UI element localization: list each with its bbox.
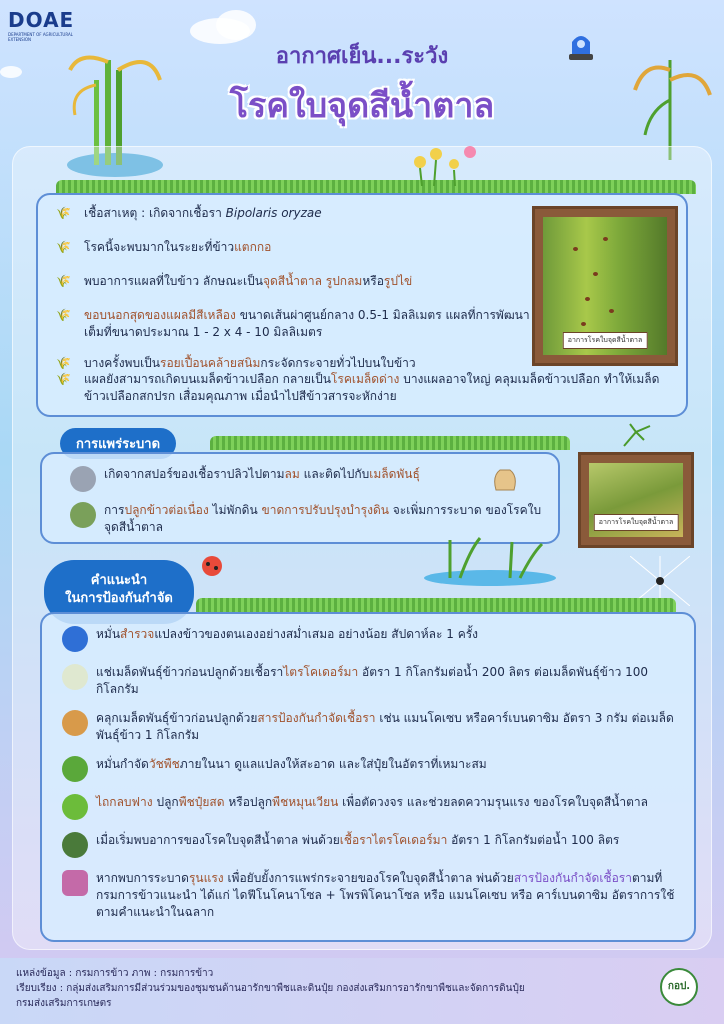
list-item: 🌾 บางครั้งพบเป็นรอยเปื้อนคล้ายสนิมกระจัดกระจายทั่วไปบนใบข้าว [56,355,536,375]
leaf-photo-image: อาการโรคใบจุดสีน้ำตาล [543,217,667,355]
doae-logo: DOAE DEPARTMENT OF AGRICULTURAL EXTENSION [8,8,75,42]
list-item: แช่เมล็ดพันธุ์ข้าวก่อนปลูกด้วยเชื้อราไตรโคเดอร์มา อัตรา 1 กิโลกรัมต่อน้ำ 200 ลิตร ต่อเมล็ดพันธุ์ข้าว 100 กิโลกรัม [62,664,682,698]
seed-soak-icon [62,664,88,690]
page-title: โรคใบจุดสีน้ำตาล [229,86,495,126]
list-item: หมั่นกำจัดวัชพืชภายในนา ดูแลแปลงให้สะอาด และใส่ปุ๋ยในอัตราที่เหมาะสม [62,756,682,782]
seed-sack-icon [490,462,520,492]
list-item: 🌾 โรคนี้จะพบมากในระยะที่ข้าวแตกกอ [56,239,536,259]
gop-badge-logo: กอป. [660,968,698,1006]
spread-heading: การแพร่ระบาด [60,428,176,459]
fungus-icon [62,832,88,858]
mantis-icon [620,420,654,450]
field-symptom-photo [578,452,694,548]
prevention-heading: คำแนะนำ ในการป้องกันกำจัด [44,560,194,624]
rice-sprout-icon: 🌾 [56,356,71,370]
grass-border [196,598,676,612]
siren-icon [566,28,596,62]
list-item: 🌾 พบอาการแผลที่ใบข้าว ลักษณะเป็นจุดสีน้ำตาล รูปกลมหรือรูปไข่ [56,273,536,293]
weed-icon [62,756,88,782]
list-item: หากพบการระบาดรุนแรง เพื่อยับยั้งการแพร่กระจายของโรคใบจุดสีน้ำตาล พ่นด้วยสารป้องกันกำจัดเชื้อราตามที่กรมการข้าวแนะนำ ได้แก่ ไดฟีโนโคนาโซล + โพรพิโคนาโซล หรือ แมนโคเซบ หรือ คาร์เบนดาซิม อัตราการใช้ตามคำแนะนำในฉลาก [62,870,682,921]
rice-sprout-icon: 🌾 [56,206,71,220]
magnifier-icon [62,626,88,652]
seed-pile-icon [62,710,88,736]
list-item: เมื่อเริ่มพบอาการของโรคใบจุดสีน้ำตาล พ่นด้วยเชื้อราไตรโคเดอร์มา อัตรา 1 กิโลกรัมต่อน้ำ 100 ลิตร [62,832,682,858]
ladybug-flower-icon [192,552,232,582]
footer: แหล่งข้อมูล : กรมการข้าว ภาพ : กรมการข้าว เรียบเรียง : กลุ่มส่งเสริมการมีส่วนร่วมของชุมชนด้านอารักขาพืชและดินปุ๋ย กองส่งเสริมการอารักขาพืชและจัดการดินปุ๋ย กรมส่งเสริมการเกษตร [0,958,724,1024]
list-item: 🌾 แผลยังสามารถเกิดบนเมล็ดข้าวเปลือก กลายเป็นโรคเมล็ดด่าง บางแผลอาจใหญ่ คลุมเมล็ดข้าวเปลือก ทำให้เมล็ดข้าวเปลือกสกปรก เสื่อมคุณภาพ เมื่อนำไปสีข้าวสารจะหักง่าย [56,372,660,403]
list-item: ไถกลบฟาง ปลูกพืชปุ๋ยสด หรือปลูกพืชหมุนเวียน เพื่อตัดวงจร และช่วยลดความรุนแรง ของโรคใบจุดสีน้ำตาล [62,794,682,820]
field-photo-image: อาการโรคใบจุดสีน้ำตาล [589,463,683,537]
rice-sprout-icon: 🌾 [56,274,71,288]
cloud-icon [216,10,256,40]
spray-bottle-icon [62,870,88,896]
plant-icon [62,794,88,820]
grass-border [210,436,570,450]
grass-border [56,180,696,194]
list-item: เกิดจากสปอร์ของเชื้อราปลิวไปตามลม และติดไปกับเมล็ดพันธุ์ [70,466,550,492]
list-item: 🌾 ขอบนอกสุดของแผลมีสีเหลือง ขนาดเส้นผ่าศูนย์กลาง 0.5-1 มิลลิเมตร แผลที่การพัฒนาเต็มที่ขนาดประมาณ 1 - 2 x 4 - 10 มิลลิเมตร [56,308,530,339]
wind-spore-icon [70,466,96,492]
page-subtitle: อากาศเย็น...ระวัง [275,44,449,69]
list-item: 🌾 เชื้อสาเหตุ : เกิดจากเชื้อรา Bipolaris oryzae [56,205,536,225]
leaf-symptom-photo [532,206,678,366]
list-item: คลุกเมล็ดพันธุ์ข้าวก่อนปลูกด้วยสารป้องกันกำจัดเชื้อรา เช่น แมนโคเซบ หรือคาร์เบนดาซิม อัตรา 3 กรัม ต่อเมล็ดพันธุ์ข้าว 1 กิโลกรัม [62,710,682,744]
list-item: การปลูกข้าวต่อเนื่อง ไม่พักดิน ขาดการปรับปรุงบำรุงดิน จะเพิ่มการระบาด ของโรคใบจุดสีน้ำตาล [70,502,550,536]
paddy-water-icon [420,530,560,586]
rice-sprout-icon: 🌾 [56,240,71,254]
flowers-icon [400,140,490,186]
list-item: หมั่นสำรวจแปลงข้าวของตนเองอย่างสม่ำเสมอ อย่างน้อย สัปดาห์ละ 1 ครั้ง [62,626,682,652]
rice-sprout-icon: 🌾 [56,372,71,386]
rice-sprout-icon: 🌾 [56,308,71,322]
prevention-card [40,612,696,942]
farmer-planting-icon [70,502,96,528]
